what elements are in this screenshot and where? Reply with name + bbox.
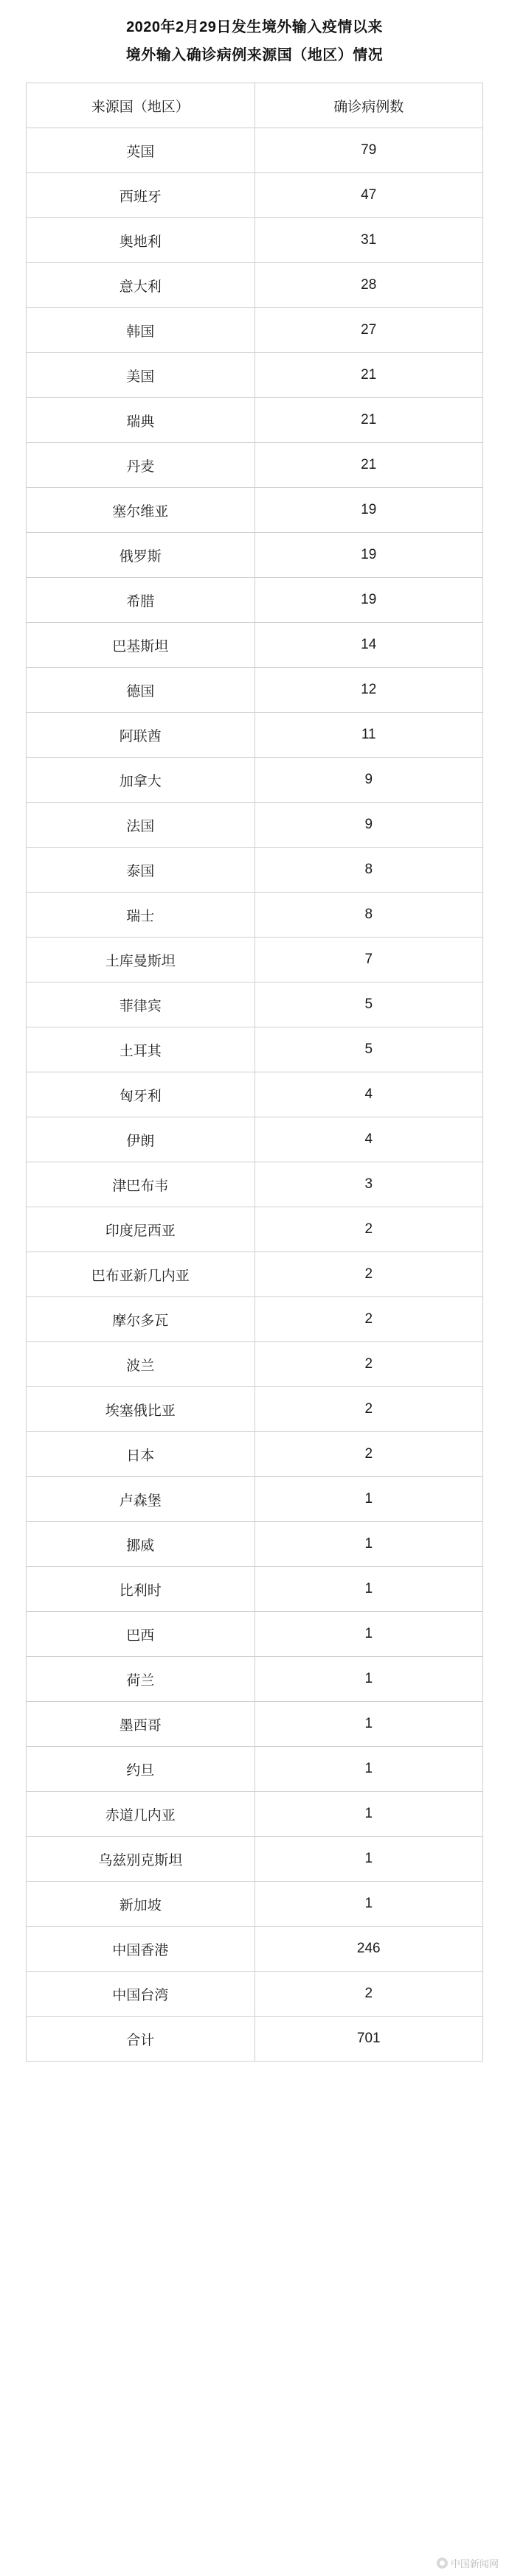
cell-country: 美国	[27, 353, 255, 398]
table-row	[27, 1972, 483, 2017]
cell-count: 19	[254, 578, 483, 623]
table-row	[27, 713, 483, 758]
cell-count: 27	[254, 308, 483, 353]
cell-country: 韩国	[27, 308, 255, 353]
cell-country: 巴基斯坦	[27, 623, 255, 668]
table-row	[27, 1702, 483, 1747]
table-row	[27, 1567, 483, 1612]
cell-count: 1	[254, 1522, 483, 1567]
table-row	[27, 1027, 483, 1072]
title-line-1: 2020年2月29日发生境外输入疫情以来	[126, 19, 383, 35]
cell-count: 9	[254, 758, 483, 803]
cell-country: 匈牙利	[27, 1072, 255, 1117]
cell-count: 1	[254, 1747, 483, 1792]
cell-count: 8	[254, 848, 483, 893]
table-row	[27, 1792, 483, 1837]
table-row	[27, 1162, 483, 1207]
table-row	[27, 128, 483, 173]
table-header-row	[27, 83, 483, 128]
table-row	[27, 893, 483, 938]
table-row	[27, 308, 483, 353]
cell-count: 1	[254, 1792, 483, 1837]
table-row	[27, 1882, 483, 1927]
cell-country: 俄罗斯	[27, 533, 255, 578]
cell-total-count: 701	[254, 2017, 483, 2062]
table-row	[27, 1837, 483, 1882]
cell-country: 挪威	[27, 1522, 255, 1567]
column-header-country: 来源国（地区）	[27, 83, 255, 128]
cell-country: 西班牙	[27, 173, 255, 218]
cell-count: 5	[254, 1027, 483, 1072]
cell-country: 丹麦	[27, 443, 255, 488]
cell-count: 2	[254, 1342, 483, 1387]
table-row	[27, 1387, 483, 1432]
cell-count: 28	[254, 263, 483, 308]
cell-country: 土库曼斯坦	[27, 938, 255, 982]
cell-count: 11	[254, 713, 483, 758]
cell-country: 乌兹别克斯坦	[27, 1837, 255, 1882]
imported-cases-table	[26, 83, 483, 2062]
cell-country: 印度尼西亚	[27, 1207, 255, 1252]
cell-country: 法国	[27, 803, 255, 848]
cell-country: 摩尔多瓦	[27, 1297, 255, 1342]
table-row	[27, 758, 483, 803]
cell-count: 4	[254, 1117, 483, 1162]
cell-country: 赤道几内亚	[27, 1792, 255, 1837]
cell-country: 阿联酋	[27, 713, 255, 758]
cell-country: 加拿大	[27, 758, 255, 803]
cell-country: 瑞士	[27, 893, 255, 938]
cell-count: 2	[254, 1207, 483, 1252]
cell-count: 21	[254, 353, 483, 398]
table-row	[27, 1342, 483, 1387]
cell-country: 瑞典	[27, 398, 255, 443]
cell-count: 9	[254, 803, 483, 848]
cell-country: 比利时	[27, 1567, 255, 1612]
cell-count: 19	[254, 533, 483, 578]
table-body	[27, 128, 483, 2062]
cell-country: 约旦	[27, 1747, 255, 1792]
cell-count: 21	[254, 443, 483, 488]
cell-country: 泰国	[27, 848, 255, 893]
cell-country: 卢森堡	[27, 1477, 255, 1522]
cell-count: 8	[254, 893, 483, 938]
table-row	[27, 982, 483, 1027]
cell-country: 菲律宾	[27, 982, 255, 1027]
cell-country: 津巴布韦	[27, 1162, 255, 1207]
cell-count: 3	[254, 1162, 483, 1207]
cell-count: 1	[254, 1657, 483, 1702]
table-row	[27, 848, 483, 893]
cell-country: 意大利	[27, 263, 255, 308]
cell-count: 2	[254, 1297, 483, 1342]
cell-count: 79	[254, 128, 483, 173]
cell-count: 1	[254, 1702, 483, 1747]
table-row	[27, 938, 483, 982]
cell-country: 土耳其	[27, 1027, 255, 1072]
table-row	[27, 668, 483, 713]
column-header-count: 确诊病例数	[254, 83, 483, 128]
watermark-logo-icon	[437, 2558, 448, 2569]
table-row	[27, 1522, 483, 1567]
table-row	[27, 803, 483, 848]
cell-count: 1	[254, 1612, 483, 1657]
cell-count: 4	[254, 1072, 483, 1117]
table-row	[27, 578, 483, 623]
table-row	[27, 1432, 483, 1477]
cell-count: 19	[254, 488, 483, 533]
cell-count: 21	[254, 398, 483, 443]
cell-count: 5	[254, 982, 483, 1027]
cell-country: 中国台湾	[27, 1972, 255, 2017]
table-row	[27, 173, 483, 218]
table-row	[27, 1297, 483, 1342]
table-row	[27, 1747, 483, 1792]
table-header	[27, 83, 483, 128]
cell-country: 塞尔维亚	[27, 488, 255, 533]
cell-count: 1	[254, 1567, 483, 1612]
cell-count: 12	[254, 668, 483, 713]
cell-count: 14	[254, 623, 483, 668]
table-row	[27, 1117, 483, 1162]
table-row	[27, 398, 483, 443]
cell-country: 德国	[27, 668, 255, 713]
cell-count: 1	[254, 1882, 483, 1927]
table-row	[27, 218, 483, 263]
cell-country: 新加坡	[27, 1882, 255, 1927]
watermark-text: 中国新闻网	[450, 2558, 499, 2569]
cell-country: 埃塞俄比亚	[27, 1387, 255, 1432]
cell-count: 31	[254, 218, 483, 263]
table-row	[27, 1477, 483, 1522]
table-row	[27, 1657, 483, 1702]
cell-count: 2	[254, 1972, 483, 2017]
cell-country: 奥地利	[27, 218, 255, 263]
watermark	[437, 2556, 499, 2570]
cell-count: 2	[254, 1252, 483, 1297]
cell-count: 2	[254, 1432, 483, 1477]
cell-country: 波兰	[27, 1342, 255, 1387]
cell-country: 荷兰	[27, 1657, 255, 1702]
cell-count: 47	[254, 173, 483, 218]
table-row	[27, 1207, 483, 1252]
title-line-2: 境外输入确诊病例来源国（地区）情况	[125, 47, 384, 63]
table-row	[27, 533, 483, 578]
cell-country: 巴西	[27, 1612, 255, 1657]
table-row	[27, 1612, 483, 1657]
cell-count: 1	[254, 1477, 483, 1522]
table-row	[27, 488, 483, 533]
cell-country: 墨西哥	[27, 1702, 255, 1747]
table-row	[27, 1072, 483, 1117]
page-title	[0, 13, 509, 69]
cell-country: 希腊	[27, 578, 255, 623]
table-row	[27, 1927, 483, 1972]
table-row	[27, 443, 483, 488]
cell-count: 2	[254, 1387, 483, 1432]
cell-count: 1	[254, 1837, 483, 1882]
table-row	[27, 623, 483, 668]
cell-country: 英国	[27, 128, 255, 173]
cell-total-label: 合计	[27, 2017, 255, 2062]
table-row	[27, 263, 483, 308]
cell-country: 日本	[27, 1432, 255, 1477]
cell-country: 中国香港	[27, 1927, 255, 1972]
cell-country: 巴布亚新几内亚	[27, 1252, 255, 1297]
cell-country: 伊朗	[27, 1117, 255, 1162]
table-row	[27, 1252, 483, 1297]
table-total-row	[27, 2017, 483, 2062]
cell-count: 7	[254, 938, 483, 982]
table-row	[27, 353, 483, 398]
cell-count: 246	[254, 1927, 483, 1972]
